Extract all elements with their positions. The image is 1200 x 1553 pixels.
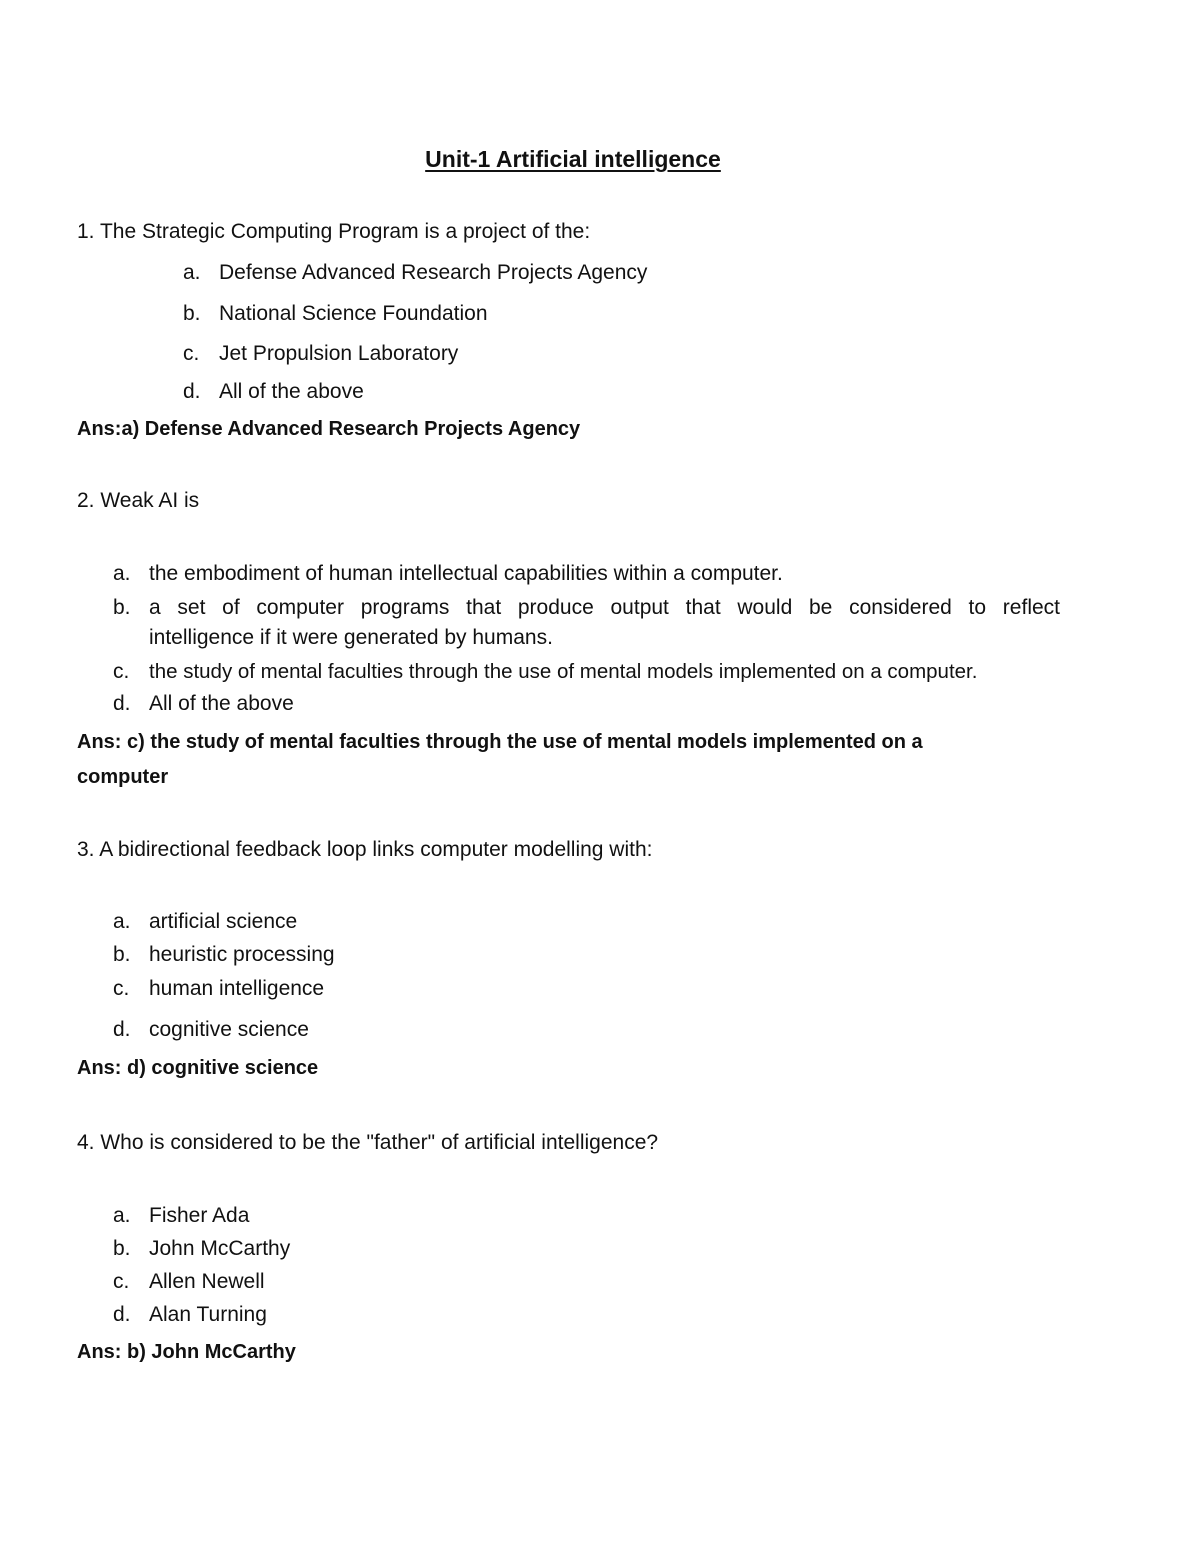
option-letter: d.: [183, 380, 201, 403]
option-text: Fisher Ada: [149, 1204, 250, 1227]
answer-2-continuation: computer: [77, 766, 169, 788]
option-letter: a.: [113, 1204, 131, 1227]
option-text: Allen Newell: [149, 1270, 265, 1293]
answer-2: Ans: c) the study of mental faculties through the use of mental models implemented on a: [77, 731, 923, 753]
option-letter: b.: [183, 302, 201, 325]
option-letter: c.: [113, 660, 130, 683]
answer-3: Ans: d) cognitive science: [77, 1057, 319, 1079]
option-text: Alan Turning: [149, 1303, 267, 1326]
question-4: 4. Who is considered to be the "father" of artificial intelligence?: [77, 1131, 659, 1154]
option-letter: a.: [183, 261, 201, 284]
page-title: Unit-1 Artificial intelligence: [425, 146, 721, 172]
option-letter: c.: [113, 977, 130, 1000]
option-letter: a.: [113, 562, 131, 585]
option-text: Defense Advanced Research Projects Agency: [219, 261, 648, 284]
answer-4: Ans: b) John McCarthy: [77, 1341, 296, 1363]
option-letter: a.: [113, 910, 131, 933]
option-text: the study of mental faculties through the use of mental models implemented on a computer.: [149, 660, 978, 683]
question-2: 2. Weak AI is: [77, 489, 200, 512]
option-text: John McCarthy: [149, 1237, 291, 1260]
option-text: the embodiment of human intellectual capabilities within a computer.: [149, 562, 783, 585]
option-letter: d.: [113, 1303, 131, 1326]
option-text: human intelligence: [149, 977, 325, 1000]
option-letter: c.: [183, 342, 200, 365]
question-3: 3. A bidirectional feedback loop links computer modelling with:: [77, 838, 653, 861]
option-text: Jet Propulsion Laboratory: [219, 342, 459, 365]
option-letter: b.: [113, 596, 131, 619]
question-1: 1. The Strategic Computing Program is a project of the:: [77, 220, 591, 243]
option-text: heuristic processing: [149, 943, 335, 966]
option-text-continuation: intelligence if it were generated by humans.: [149, 626, 553, 649]
option-text: All of the above: [149, 692, 294, 715]
option-text: National Science Foundation: [219, 302, 488, 325]
answer-1: Ans:a) Defense Advanced Research Projects Agency: [77, 418, 581, 440]
option-letter: b.: [113, 1237, 131, 1260]
option-letter: d.: [113, 692, 131, 715]
option-text: artificial science: [149, 910, 298, 933]
option-text: cognitive science: [149, 1018, 309, 1041]
option-text: All of the above: [219, 380, 364, 403]
option-letter: c.: [113, 1270, 130, 1293]
option-letter: d.: [113, 1018, 131, 1041]
option-letter: b.: [113, 943, 131, 966]
option-text: a set of computer programs that produce output that would be considered to reflect: [149, 596, 1060, 619]
